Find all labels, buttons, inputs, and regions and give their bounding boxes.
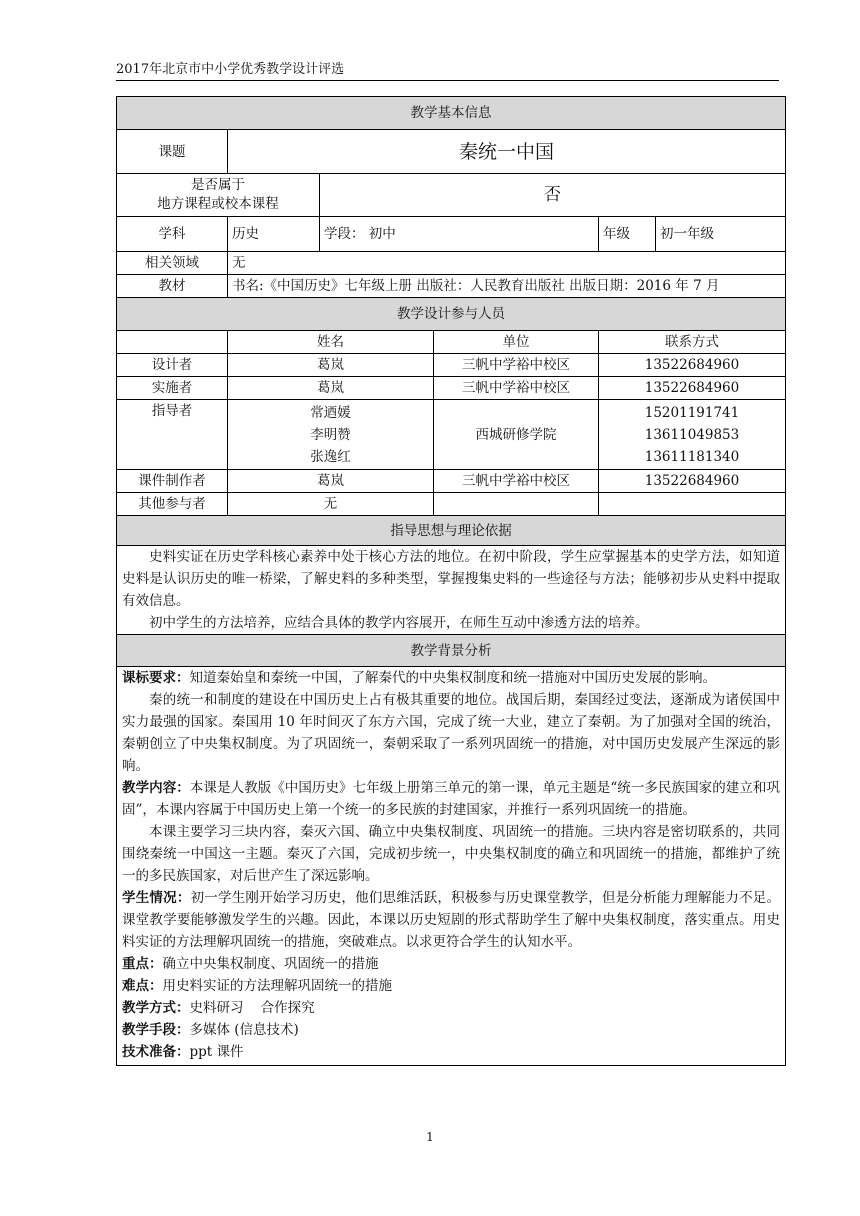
advisor-phones xyxy=(599,400,786,470)
advisor-phone: 13611181340 xyxy=(644,448,740,465)
students-text: 初一学生刚开始学习历史，他们思维活跃，积极参与历史课堂教学，但是分析能力理解能力不足。课堂教学要能够激发学生的兴趣。因此，本课以历史短剧的形式帮助学生了解中央集权制度，落实重点。用史料实证的方法理解巩固统一的措施，突破难点。以求更符合学生的认知水平。 xyxy=(122,890,781,950)
lesson-plan-table xyxy=(116,96,786,1066)
standard-paragraph xyxy=(122,667,780,689)
col-header-contact: 联系方式 xyxy=(599,331,786,354)
others-label: 其他参与者 xyxy=(117,493,228,516)
local-course-value: 否 xyxy=(320,174,786,217)
grade-label: 年级 xyxy=(599,217,656,252)
implementer-phone: 13522684960 xyxy=(599,377,786,400)
table-row xyxy=(117,354,786,377)
designer-name: 葛岚 xyxy=(228,354,434,377)
section-background: 教学背景分析 xyxy=(117,635,786,667)
table-row xyxy=(117,400,786,470)
guiding-paragraph: 史料实证在历史学科核心素养中处于核心方法的地位。在初中阶段，学生应掌握基本的史学方法，如知道史料是认识历史的唯一桥梁，了解史料的多种类型，掌握搜集史料的一些途径与方法；能够初步从史料中提取有效信息。 xyxy=(122,549,780,609)
key-label: 重点： xyxy=(122,956,163,972)
advisor-label: 指导者 xyxy=(117,400,228,470)
section-guiding: 指导思想与理论依据 xyxy=(117,516,786,546)
students-paragraph xyxy=(122,887,780,953)
content-label: 教学内容： xyxy=(122,780,190,796)
local-course-label xyxy=(117,174,320,217)
courseware-name: 葛岚 xyxy=(228,470,434,493)
method-label: 教学方式： xyxy=(122,1000,190,1016)
designer-unit: 三帆中学裕中校区 xyxy=(434,354,599,377)
guiding-body xyxy=(117,546,786,635)
standard-label: 课标要求： xyxy=(122,670,190,686)
subject-label: 学科 xyxy=(117,217,228,252)
key-paragraph xyxy=(122,953,780,975)
guiding-paragraph: 初中学生的方法培养，应结合具体的教学内容展开，在师生互动中渗透方法的培养。 xyxy=(149,615,649,631)
field-value: 无 xyxy=(228,252,786,275)
implementer-label: 实施者 xyxy=(117,377,228,400)
local-course-label-line1: 是否属于 xyxy=(191,177,245,193)
background-paragraph: 秦的统一和制度的建设在中国历史上占有极其重要的地位。战国后期，秦国经过变法，逐渐成为诸侯国中实力最强的国家。秦国用 10 年时间灭了东方六国，完成了统一大业，建立了秦朝。为了加强对全国的统治，秦朝创立了中央集权制度。为了巩固统一，秦朝采取了一系列巩固统一的措施，对中国历史发展产生深远的影响。 xyxy=(122,692,780,774)
tech-paragraph xyxy=(122,1041,780,1063)
topic-label: 课题 xyxy=(117,130,228,174)
section-participants: 教学设计参与人员 xyxy=(117,298,786,331)
background-paragraph: 本课主要学习三块内容，秦灭六国、确立中央集权制度、巩固统一的措施。三块内容是密切联系的，共同围绕秦统一中国这一主题。秦灭了六国，完成初步统一，中央集权制度的确立和巩固统一的措施，都维护了统一的多民族国家，对后世产生了深远影响。 xyxy=(122,824,780,884)
page-number: 1 xyxy=(426,1130,434,1144)
others-phone xyxy=(599,493,786,516)
standard-text: 知道秦始皇和秦统一中国，了解秦代的中央集权制度和统一措施对中国历史发展的影响。 xyxy=(189,670,716,686)
local-course-label-line2: 地方课程或校本课程 xyxy=(157,196,279,212)
advisor-name: 张逸红 xyxy=(310,448,351,465)
others-unit xyxy=(434,493,599,516)
advisor-name: 常迺媛 xyxy=(310,404,351,421)
means-paragraph xyxy=(122,1019,780,1041)
advisor-phone: 13611049853 xyxy=(644,426,740,443)
difficulty-paragraph xyxy=(122,975,780,997)
tech-text: ppt 课件 xyxy=(189,1044,244,1060)
document-header: 2017年北京市中小学优秀教学设计评选 xyxy=(116,62,779,81)
students-label: 学生情况： xyxy=(122,890,191,906)
courseware-label: 课件制作者 xyxy=(117,470,228,493)
advisor-unit: 西城研修学院 xyxy=(434,400,599,470)
stage-value: 学段： 初中 xyxy=(320,217,599,252)
difficulty-label: 难点： xyxy=(122,978,163,994)
textbook-label: 教材 xyxy=(117,275,228,298)
field-label: 相关领域 xyxy=(117,252,228,275)
subject-value: 历史 xyxy=(228,217,320,252)
content-paragraph xyxy=(122,777,780,821)
means-label: 教学手段： xyxy=(122,1022,190,1038)
advisor-phone: 15201191741 xyxy=(644,404,740,421)
topic-value: 秦统一中国 xyxy=(228,130,786,174)
col-header-name: 姓名 xyxy=(228,331,434,354)
designer-phone: 13522684960 xyxy=(599,354,786,377)
table-row xyxy=(117,493,786,516)
method-paragraph xyxy=(122,997,780,1019)
courseware-unit: 三帆中学裕中校区 xyxy=(434,470,599,493)
advisor-name: 李明赞 xyxy=(310,426,351,443)
col-header-unit: 单位 xyxy=(434,331,599,354)
grade-value: 初一年级 xyxy=(656,217,786,252)
difficulty-text: 用史料实证的方法理解巩固统一的措施 xyxy=(162,978,392,994)
tech-label: 技术准备： xyxy=(122,1044,190,1060)
designer-label: 设计者 xyxy=(117,354,228,377)
method-text: 史料研习 合作探究 xyxy=(189,1000,315,1016)
table-row xyxy=(117,470,786,493)
courseware-phone: 13522684960 xyxy=(599,470,786,493)
advisor-names xyxy=(228,400,434,470)
means-text: 多媒体 (信息技术) xyxy=(189,1022,299,1038)
participants-header-empty xyxy=(117,331,228,354)
content-text: 本课是人教版《中国历史》七年级上册第三单元的第一课，单元主题是“统一多民族国家的建立和巩固”，本课内容属于中国历史上第一个统一的多民族的封建国家，并推行一系列巩固统一的措施。 xyxy=(122,780,780,818)
implementer-name: 葛岚 xyxy=(228,377,434,400)
others-name: 无 xyxy=(228,493,434,516)
section-basic-info: 教学基本信息 xyxy=(117,97,786,130)
background-body xyxy=(117,667,786,1066)
table-row xyxy=(117,377,786,400)
textbook-value: 书名:《中国历史》七年级上册 出版社：人民教育出版社 出版日期：2016 年 7 月 xyxy=(228,275,786,298)
implementer-unit: 三帆中学裕中校区 xyxy=(434,377,599,400)
key-text: 确立中央集权制度、巩固统一的措施 xyxy=(162,956,379,972)
